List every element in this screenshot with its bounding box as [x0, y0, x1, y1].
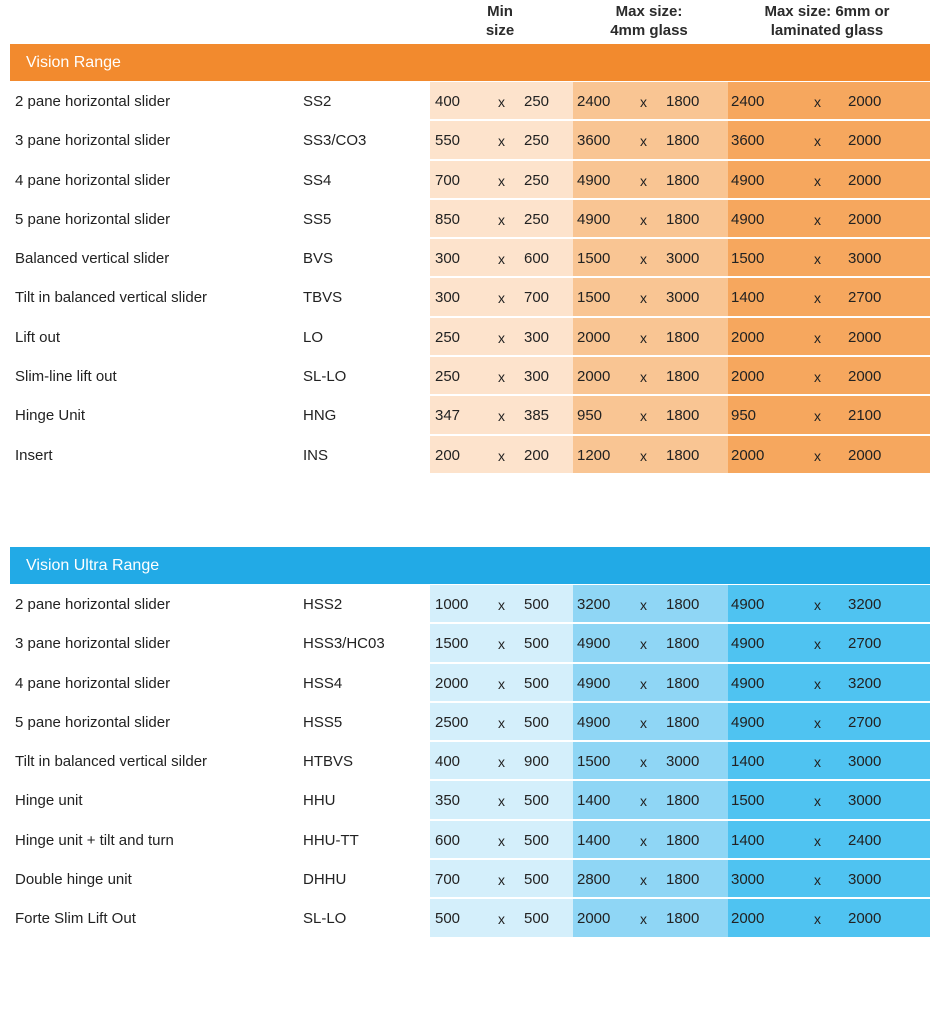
times-sign: x	[814, 636, 821, 653]
max-6mm-height: 2000	[848, 93, 882, 110]
product-code: HSS4	[303, 674, 343, 692]
min-width: 2500	[435, 713, 469, 731]
min-width: 300	[435, 289, 461, 307]
min-width: 350	[435, 792, 461, 810]
times-sign: x	[640, 94, 647, 110]
product-code: LO	[303, 328, 324, 346]
times-sign: x	[640, 290, 647, 307]
max-6mm-height: 3000	[848, 250, 882, 268]
min-width: 250	[435, 368, 461, 386]
table-row	[10, 239, 930, 278]
max-6mm-height: 3200	[848, 596, 882, 613]
max-4mm-height: 1800	[666, 171, 700, 189]
min-width: 300	[435, 250, 461, 268]
max-4mm-width: 3600	[577, 132, 611, 150]
vision-range-title: Vision Range	[10, 44, 930, 81]
times-sign: x	[498, 447, 505, 464]
max-4mm-height: 1800	[666, 446, 700, 464]
min-height: 500	[524, 792, 550, 810]
times-sign: x	[498, 329, 505, 346]
times-sign: x	[640, 597, 647, 613]
times-sign: x	[640, 369, 647, 386]
max-6mm-width: 2000	[731, 446, 765, 464]
product-code: SL-LO	[303, 910, 347, 928]
max-4mm-width: 2000	[577, 328, 611, 346]
max-6mm-height: 2400	[848, 831, 882, 849]
min-height: 300	[524, 368, 550, 386]
times-sign: x	[814, 211, 821, 228]
max-4mm-height: 1800	[666, 871, 700, 889]
min-width: 600	[435, 831, 461, 849]
max-6mm-header: Max size: 6mm or laminated glass	[764, 3, 890, 39]
times-sign: x	[814, 793, 821, 810]
times-sign: x	[498, 408, 505, 425]
product-name: 5 pane horizontal slider	[15, 210, 171, 228]
max-6mm-height: 2000	[848, 328, 882, 346]
max-4mm-width: 2400	[577, 93, 611, 110]
max-6mm-width: 1500	[731, 250, 765, 268]
product-name: Hinge unit + tilt and turn	[15, 831, 174, 849]
times-sign: x	[498, 832, 505, 849]
max-6mm-width: 4900	[731, 713, 765, 731]
product-name: Tilt in balanced vertical slider	[15, 289, 208, 307]
max-4mm-width: 1400	[577, 792, 611, 810]
product-name: 4 pane horizontal slider	[15, 171, 171, 189]
product-code: HTBVS	[303, 753, 354, 771]
max-6mm-width: 1400	[731, 831, 765, 849]
max-4mm-width: 4900	[577, 713, 611, 731]
product-name: Slim-line lift out	[15, 368, 117, 386]
table-row	[10, 899, 930, 938]
vision-ultra-range-title: Vision Ultra Range	[10, 547, 930, 584]
table-row	[10, 357, 930, 396]
min-height: 250	[524, 171, 550, 189]
table-row	[10, 396, 930, 435]
max-6mm-height: 2000	[848, 910, 882, 928]
max-6mm-height: 2000	[848, 368, 882, 386]
times-sign: x	[498, 133, 505, 150]
max-4mm-height: 1800	[666, 674, 700, 692]
times-sign: x	[498, 793, 505, 810]
times-sign: x	[640, 133, 647, 150]
times-sign: x	[498, 911, 505, 928]
times-sign: x	[498, 714, 505, 731]
times-sign: x	[498, 597, 505, 613]
times-sign: x	[498, 172, 505, 189]
max-6mm-width: 1500	[731, 792, 765, 810]
times-sign: x	[640, 447, 647, 464]
times-sign: x	[498, 94, 505, 110]
times-sign: x	[640, 211, 647, 228]
max-6mm-height: 2000	[848, 171, 882, 189]
min-width: 250	[435, 328, 461, 346]
product-code: HHU-TT	[303, 831, 359, 849]
product-code: BVS	[303, 250, 334, 268]
max-4mm-width: 1500	[577, 753, 611, 771]
min-width: 400	[435, 753, 461, 771]
times-sign: x	[814, 832, 821, 849]
min-width: 347	[435, 407, 461, 425]
max-4mm-width: 4900	[577, 171, 611, 189]
times-sign: x	[814, 754, 821, 771]
times-sign: x	[814, 369, 821, 386]
table-row	[10, 121, 930, 160]
min-height: 385	[524, 407, 550, 425]
min-height: 500	[524, 596, 550, 613]
times-sign: x	[814, 714, 821, 731]
max-6mm-height: 2000	[848, 210, 882, 228]
max-4mm-height: 1800	[666, 407, 700, 425]
max-4mm-height: 1800	[666, 368, 700, 386]
min-height: 500	[524, 713, 550, 731]
min-height: 200	[524, 446, 550, 464]
max-4mm-height: 1800	[666, 132, 700, 150]
min-height: 300	[524, 328, 550, 346]
max-4mm-width: 2800	[577, 871, 611, 889]
max-4mm-width: 2000	[577, 910, 611, 928]
times-sign: x	[640, 754, 647, 771]
table-row	[10, 318, 930, 357]
max-6mm-width: 4900	[731, 171, 765, 189]
table-row	[10, 436, 930, 475]
table-row	[10, 624, 930, 663]
min-width: 1000	[435, 596, 469, 613]
product-name: Balanced vertical slider	[15, 250, 170, 268]
times-sign: x	[498, 754, 505, 771]
table-row	[10, 82, 930, 121]
min-width: 2000	[435, 674, 469, 692]
times-sign: x	[814, 597, 821, 613]
times-sign: x	[814, 329, 821, 346]
max-4mm-height: 3000	[666, 289, 700, 307]
max-4mm-height: 1800	[666, 831, 700, 849]
max-6mm-width: 1400	[731, 289, 765, 307]
min-width: 500	[435, 910, 461, 928]
product-name: Hinge unit	[15, 792, 83, 810]
min-height: 900	[524, 753, 550, 771]
vision-ultra-range-table	[10, 585, 930, 939]
max-6mm-width: 1400	[731, 753, 765, 771]
max-4mm-width: 4900	[577, 210, 611, 228]
min-height: 500	[524, 635, 550, 653]
min-size-header: Min size	[485, 3, 515, 39]
max-6mm-height: 2000	[848, 446, 882, 464]
max-6mm-width: 2000	[731, 328, 765, 346]
table-row	[10, 278, 930, 317]
max-6mm-height: 3000	[848, 871, 882, 889]
max-6mm-height: 2700	[848, 713, 882, 731]
max-6mm-width: 4900	[731, 210, 765, 228]
times-sign: x	[498, 251, 505, 268]
product-name: 2 pane horizontal slider	[15, 596, 171, 613]
product-code: HSS3/HC03	[303, 635, 385, 653]
times-sign: x	[640, 714, 647, 731]
max-6mm-height: 2700	[848, 289, 882, 307]
min-width: 700	[435, 871, 461, 889]
min-width: 700	[435, 171, 461, 189]
max-4mm-width: 1500	[577, 289, 611, 307]
max-4mm-width: 4900	[577, 674, 611, 692]
product-code: HSS5	[303, 713, 343, 731]
times-sign: x	[640, 832, 647, 849]
times-sign: x	[498, 675, 505, 692]
max-4mm-width: 4900	[577, 635, 611, 653]
min-width: 550	[435, 132, 461, 150]
times-sign: x	[640, 675, 647, 692]
times-sign: x	[814, 251, 821, 268]
min-height: 500	[524, 910, 550, 928]
product-code: HNG	[303, 407, 337, 425]
max-6mm-height: 2100	[848, 407, 882, 425]
product-code: TBVS	[303, 289, 343, 307]
max-4mm-height: 1800	[666, 328, 700, 346]
times-sign: x	[814, 872, 821, 889]
product-code: SS5	[303, 210, 332, 228]
times-sign: x	[498, 636, 505, 653]
product-code: HSS2	[303, 596, 343, 613]
times-sign: x	[814, 172, 821, 189]
max-4mm-height: 1800	[666, 93, 700, 110]
product-code: SS2	[303, 93, 332, 110]
max-6mm-height: 2000	[848, 132, 882, 150]
min-width: 850	[435, 210, 461, 228]
max-4mm-height: 1800	[666, 910, 700, 928]
times-sign: x	[498, 290, 505, 307]
min-height: 250	[524, 132, 550, 150]
max-4mm-height: 1800	[666, 210, 700, 228]
max-4mm-header: Max size: 4mm glass	[610, 3, 688, 39]
max-4mm-height: 1800	[666, 635, 700, 653]
min-height: 600	[524, 250, 550, 268]
max-4mm-width: 1200	[577, 446, 611, 464]
min-height: 500	[524, 871, 550, 889]
product-code: SS3/CO3	[303, 132, 367, 150]
times-sign: x	[814, 447, 821, 464]
min-height: 700	[524, 289, 550, 307]
product-name: Double hinge unit	[15, 871, 132, 889]
product-code: SL-LO	[303, 368, 347, 386]
product-code: INS	[303, 446, 329, 464]
times-sign: x	[814, 133, 821, 150]
times-sign: x	[640, 793, 647, 810]
max-4mm-width: 3200	[577, 596, 611, 613]
table-row	[10, 664, 930, 703]
max-6mm-width: 2000	[731, 368, 765, 386]
max-6mm-height: 3000	[848, 753, 882, 771]
times-sign: x	[640, 872, 647, 889]
times-sign: x	[640, 636, 647, 653]
max-6mm-width: 4900	[731, 635, 765, 653]
table-row	[10, 860, 930, 899]
table-row	[10, 585, 930, 624]
table-row	[10, 200, 930, 239]
product-name: 3 pane horizontal slider	[15, 132, 171, 150]
product-code: DHHU	[303, 871, 347, 889]
table-row	[10, 742, 930, 781]
times-sign: x	[814, 408, 821, 425]
max-4mm-width: 2000	[577, 368, 611, 386]
times-sign: x	[814, 675, 821, 692]
min-height: 500	[524, 831, 550, 849]
max-4mm-height: 1800	[666, 792, 700, 810]
max-4mm-height: 1800	[666, 713, 700, 731]
product-name: 5 pane horizontal slider	[15, 713, 171, 731]
min-height: 500	[524, 674, 550, 692]
min-height: 250	[524, 210, 550, 228]
min-width: 200	[435, 446, 461, 464]
max-6mm-height: 3200	[848, 674, 882, 692]
max-6mm-width: 3000	[731, 871, 765, 889]
times-sign: x	[640, 329, 647, 346]
product-name: Forte Slim Lift Out	[15, 910, 136, 928]
times-sign: x	[640, 172, 647, 189]
max-4mm-width: 1500	[577, 250, 611, 268]
max-6mm-cell-bg	[728, 396, 930, 435]
max-4mm-width: 1400	[577, 831, 611, 849]
product-name: Tilt in balanced vertical silder	[15, 753, 208, 771]
times-sign: x	[498, 369, 505, 386]
product-name: Insert	[15, 446, 53, 464]
max-6mm-height: 2700	[848, 635, 882, 653]
max-6mm-width: 4900	[731, 674, 765, 692]
max-4mm-height: 3000	[666, 753, 700, 771]
max-6mm-width: 4900	[731, 596, 765, 613]
product-name: 4 pane horizontal slider	[15, 674, 171, 692]
times-sign: x	[498, 211, 505, 228]
min-width: 400	[435, 93, 461, 110]
product-code: HHU	[303, 792, 336, 810]
max-4mm-height: 1800	[666, 596, 700, 613]
vision-range-table	[10, 82, 930, 475]
min-height: 250	[524, 93, 550, 110]
min-width: 1500	[435, 635, 469, 653]
table-row	[10, 821, 930, 860]
max-4mm-width: 950	[577, 407, 603, 425]
times-sign: x	[640, 251, 647, 268]
max-6mm-width: 2400	[731, 93, 765, 110]
table-row	[10, 703, 930, 742]
times-sign: x	[640, 408, 647, 425]
product-name: 3 pane horizontal slider	[15, 635, 171, 653]
times-sign: x	[814, 911, 821, 928]
times-sign: x	[814, 290, 821, 307]
product-name: Lift out	[15, 328, 61, 346]
product-name: Hinge Unit	[15, 407, 86, 425]
product-name: 2 pane horizontal slider	[15, 93, 171, 110]
table-row	[10, 781, 930, 820]
times-sign: x	[498, 872, 505, 889]
max-6mm-width: 950	[731, 407, 757, 425]
max-6mm-height: 3000	[848, 792, 882, 810]
times-sign: x	[640, 911, 647, 928]
product-code: SS4	[303, 171, 332, 189]
max-4mm-height: 3000	[666, 250, 700, 268]
table-row	[10, 161, 930, 200]
times-sign: x	[814, 94, 821, 110]
max-6mm-width: 2000	[731, 910, 765, 928]
max-6mm-width: 3600	[731, 132, 765, 150]
